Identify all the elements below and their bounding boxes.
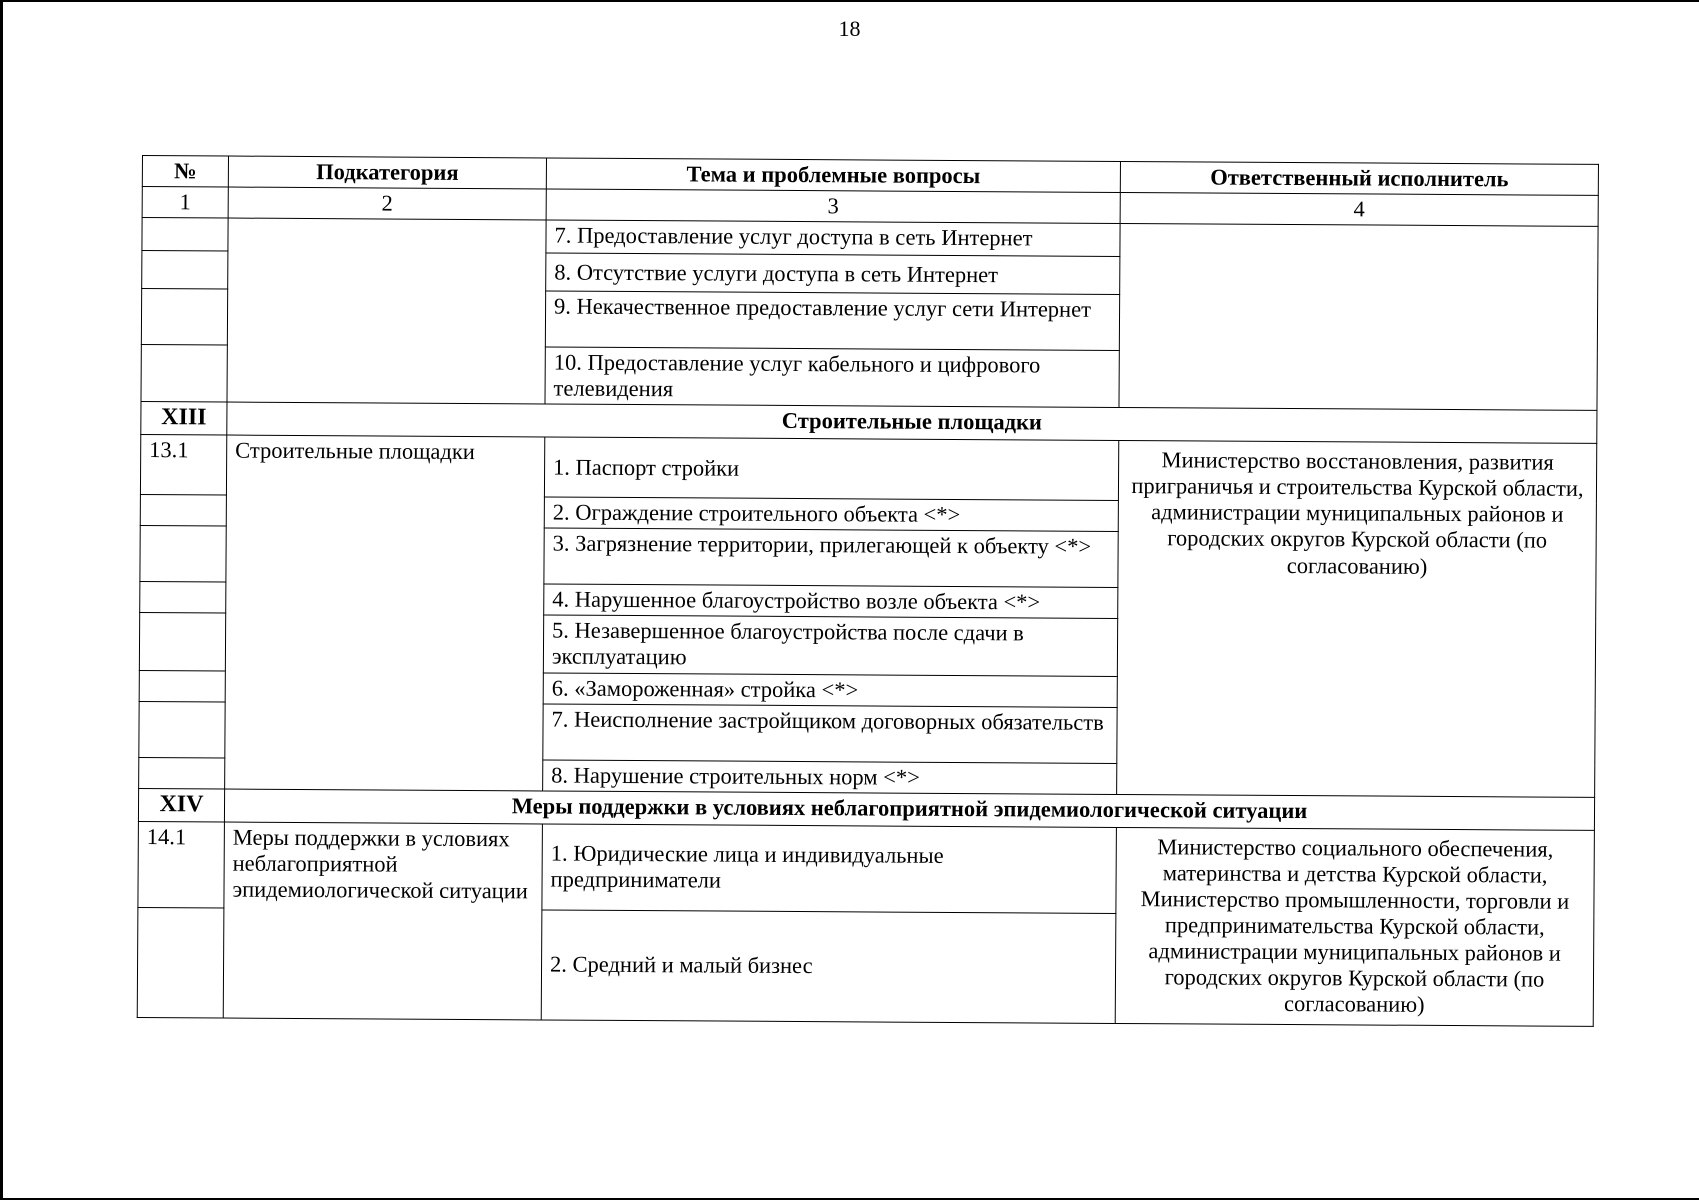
num-cell <box>139 613 225 671</box>
topic-item: 1. Паспорт стройки <box>544 437 1118 501</box>
section-title: Строительные площадки <box>227 402 1597 443</box>
row-number: 13.1 <box>140 435 226 496</box>
col-number: 4 <box>1120 193 1598 227</box>
topic-item: 5. Незавершенное благоустройства после сдачи в эксплуатацию <box>543 615 1117 676</box>
header-subcategory: Подкатегория <box>228 156 546 189</box>
row-number: 14.1 <box>138 821 225 908</box>
num-cell <box>139 670 225 702</box>
scan-border-top <box>0 0 1699 2</box>
col-number: 3 <box>546 189 1120 224</box>
header-num: № <box>142 156 228 188</box>
topic-item: 1. Юридические лица и индивидуальные предприниматели <box>542 824 1117 914</box>
num-cell <box>141 345 227 403</box>
topic-item: 10. Предоставление услуг кабельного и цифрового телевидения <box>545 347 1119 408</box>
header-topic: Тема и проблемные вопросы <box>546 158 1120 193</box>
num-cell <box>140 526 226 583</box>
topic-item: 7. Предоставление услуг доступа в сеть Интернет <box>546 220 1120 257</box>
subcategory-cell: Меры поддержки в условиях неблагоприятной эпидемиологической ситуации <box>223 822 542 1020</box>
page-number: 18 <box>838 16 861 41</box>
num-cell <box>137 907 224 1018</box>
scan-border-left <box>0 0 3 1200</box>
table-row <box>138 821 1594 916</box>
topic-item: 2. Средний и малый бизнес <box>541 910 1116 1024</box>
topic-item: 9. Некачественное предоставление услуг сети Интернет <box>545 291 1119 351</box>
responsible-cell: Министерство социального обеспечения, материнства и детства Курской области, Министерство промышленности, торговли и предпринимательства Курской области, администрации муниципальных районов и городских округов Курской области (по согласованию) <box>1115 827 1594 1026</box>
topics-table <box>137 155 1599 1026</box>
section-title: Меры поддержки в условиях неблагоприятной эпидемиологической ситуации <box>224 789 1594 830</box>
topic-item: 4. Нарушенное благоустройство возле объекта <*> <box>544 584 1118 619</box>
section-roman: XIII <box>141 402 227 435</box>
topic-item: 8. Нарушение строительных норм <*> <box>543 760 1117 795</box>
responsible-cell: Министерство восстановления, развития приграничья и строительства Курской области, администрации муниципальных районов и городских округов Курской области (по согласованию) <box>1117 441 1597 797</box>
responsible-cell <box>1119 224 1598 411</box>
num-cell <box>141 289 227 346</box>
header-responsible: Ответственный исполнитель <box>1120 161 1598 195</box>
subcategory-cell <box>227 218 546 404</box>
col-number: 2 <box>228 187 546 220</box>
topic-item: 2. Ограждение строительного объекта <*> <box>544 497 1118 532</box>
num-cell <box>142 218 228 252</box>
topic-item: 6. «Замороженная» стройка <*> <box>543 673 1117 708</box>
num-cell <box>139 757 225 789</box>
topic-item: 3. Загрязнение территории, прилегающей к объекту <*> <box>544 528 1118 588</box>
num-cell <box>139 701 225 758</box>
topic-item: 8. Отсутствие услуги доступа в сеть Интернет <box>546 253 1120 295</box>
subcategory-cell: Строительные площадки <box>225 435 545 790</box>
col-number: 1 <box>142 187 228 219</box>
num-cell <box>140 495 226 527</box>
table-row <box>140 435 1596 504</box>
topic-item: 7. Неисполнение застройщиком договорных обязательств <box>543 704 1117 764</box>
num-cell <box>140 582 226 614</box>
num-cell <box>142 251 228 290</box>
section-roman: XIV <box>138 788 224 821</box>
document-table-wrapper <box>137 155 1598 1026</box>
